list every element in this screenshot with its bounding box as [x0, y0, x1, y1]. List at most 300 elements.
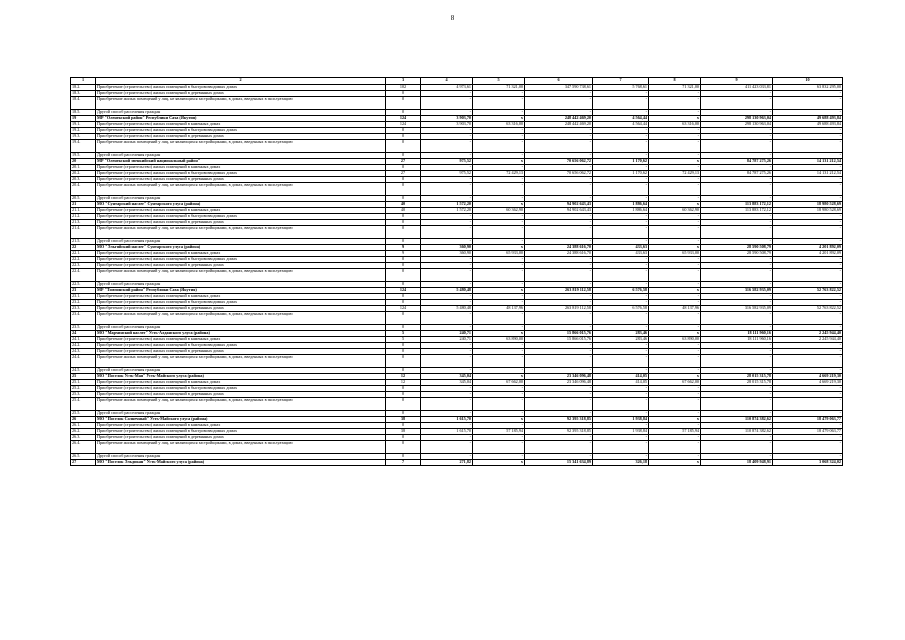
- table-cell: 52 763 822,52: [773, 306, 843, 312]
- table-cell: -: [473, 134, 525, 140]
- table-cell: Приобретение жилых помещений у лиц, не являющихся застройщиками, в домах, введенных в эксплуатацию: [96, 97, 386, 110]
- table-cell: -: [649, 423, 701, 429]
- table-cell: -: [593, 196, 649, 202]
- table-cell: 0: [386, 386, 421, 392]
- table-cell: -: [701, 343, 773, 349]
- table-cell: 5: [386, 331, 421, 337]
- table-cell: 0: [386, 263, 421, 269]
- table-cell: Другой способ расселения граждан: [96, 411, 386, 417]
- table-cell: x: [473, 288, 525, 294]
- table-cell: -: [421, 441, 473, 454]
- table-cell: -: [701, 386, 773, 392]
- table-cell: 72 429,13: [473, 171, 525, 177]
- table-cell: 124: [386, 116, 421, 122]
- table-cell: Приобретение жилых помещений у лиц, не являющихся застройщиками, в домах, введенных в эксплуатацию: [96, 269, 386, 282]
- table-cell: -: [701, 263, 773, 269]
- table-cell: МО "Поселок Эльдикан" Усть-Майского улуса (района): [96, 460, 386, 466]
- table-cell: 40: [386, 208, 421, 214]
- table-cell: 113 883 172,12: [701, 202, 773, 208]
- table-cell: 48 137,96: [649, 306, 701, 312]
- table-cell: 0: [386, 177, 421, 183]
- table-cell: 3 903,70: [421, 122, 473, 128]
- table-cell: -: [593, 398, 649, 411]
- table-cell: Приобретение (строительство) жилых помещений в деревянных домах: [96, 220, 386, 226]
- table-cell: -: [649, 386, 701, 392]
- table-cell: -: [525, 294, 593, 300]
- table-cell: -: [649, 220, 701, 226]
- table-cell: -: [593, 91, 649, 97]
- table-cell: -: [421, 110, 473, 116]
- table-cell: -: [525, 134, 593, 140]
- table-cell: 60 362,90: [473, 208, 525, 214]
- table-cell: Приобретение (строительство) жилых помещений в быстровозводимых домах: [96, 85, 386, 91]
- table-cell: -: [701, 349, 773, 355]
- table-cell: 4 564,44: [593, 116, 649, 122]
- table-cell: -: [525, 183, 593, 196]
- table-cell: x: [649, 460, 701, 466]
- table-cell: Другой способ расселения граждан: [96, 282, 386, 288]
- table-cell: 0: [386, 153, 421, 159]
- table-cell: Другой способ расселения граждан: [96, 196, 386, 202]
- table-cell: -: [773, 269, 843, 282]
- table-cell: -: [649, 269, 701, 282]
- table-cell: -: [421, 183, 473, 196]
- table-cell: -: [525, 454, 593, 460]
- table-cell: -: [473, 128, 525, 134]
- table-cell: -: [773, 368, 843, 374]
- table-cell: 248 442 469,20: [525, 122, 593, 128]
- table-cell: 9: [386, 251, 421, 257]
- table-cell: -: [593, 226, 649, 239]
- table-cell: 1 886,64: [593, 202, 649, 208]
- table-cell: 23 346 096,48: [525, 380, 593, 386]
- table-cell: -: [649, 355, 701, 368]
- table-cell: -: [701, 294, 773, 300]
- table-cell: -: [421, 312, 473, 325]
- table-cell: Приобретение (строительство) жилых помещений в деревянных домах: [96, 435, 386, 441]
- table-cell: 0: [386, 134, 421, 140]
- table-cell: 0: [386, 435, 421, 441]
- table-cell: -: [593, 282, 649, 288]
- table-cell: -: [421, 140, 473, 153]
- table-cell: 298 130 963,04: [701, 116, 773, 122]
- table-cell: -: [649, 368, 701, 374]
- table-cell: 1 615,70: [421, 417, 473, 423]
- table-cell: Приобретение (строительство) жилых помещений в деревянных домах: [96, 263, 386, 269]
- table-cell: 0: [386, 441, 421, 454]
- table-cell: 0: [386, 398, 421, 411]
- table-cell: -: [701, 177, 773, 183]
- table-cell: 22.4.: [71, 269, 96, 282]
- table-cell: 0: [386, 140, 421, 153]
- table-cell: -: [473, 386, 525, 392]
- table-cell: -: [649, 239, 701, 245]
- table-cell: -: [773, 153, 843, 159]
- table-cell: -: [473, 300, 525, 306]
- table-cell: -: [525, 435, 593, 441]
- table-cell: 23.1.: [71, 294, 96, 300]
- table-cell: -: [773, 226, 843, 239]
- table-cell: 18 980 528,69: [773, 202, 843, 208]
- table-cell: -: [649, 454, 701, 460]
- table-cell: Приобретение (строительство) жилых помещений в быстровозводимых домах: [96, 214, 386, 220]
- table-cell: 360,90: [421, 251, 473, 257]
- table-cell: 24 388 616,70: [525, 245, 593, 251]
- table-cell: 20.3.: [71, 177, 96, 183]
- table-cell: 4 669 219,30: [773, 374, 843, 380]
- resettlement-table: [70, 77, 843, 466]
- table-cell: 0: [386, 183, 421, 196]
- table-cell: -: [593, 177, 649, 183]
- table-cell: 1 615,70: [421, 429, 473, 435]
- table-cell: 0: [386, 325, 421, 331]
- table-cell: -: [421, 454, 473, 460]
- table-cell: -: [649, 282, 701, 288]
- table-cell: -: [473, 282, 525, 288]
- table-cell: 263 819 112,58: [525, 306, 593, 312]
- table-cell: 21.5.: [71, 239, 96, 245]
- table-cell: 5 480,48: [421, 306, 473, 312]
- table-cell: -: [473, 91, 525, 97]
- table-cell: -: [473, 454, 525, 460]
- table-cell: 18.2.: [71, 85, 96, 91]
- table-cell: 94 902 643,43: [525, 208, 593, 214]
- table-cell: 15 866 015,76: [525, 331, 593, 337]
- table-cell: 19.1.: [71, 122, 96, 128]
- table-cell: -: [593, 411, 649, 417]
- table-cell: -: [701, 257, 773, 263]
- table-cell: 1 572,20: [421, 202, 473, 208]
- table-cell: -: [649, 226, 701, 239]
- table-cell: 345,04: [421, 374, 473, 380]
- table-cell: 316 582 935,09: [701, 288, 773, 294]
- table-cell: 57 185,94: [473, 429, 525, 435]
- table-cell: Приобретение (строительство) жилых помещений в каменных домах: [96, 423, 386, 429]
- table-cell: МО "Эльгяйский наслег" Сунтарского улуса (района): [96, 245, 386, 251]
- table-cell: -: [701, 196, 773, 202]
- table-cell: -: [525, 398, 593, 411]
- table-cell: 414,05: [593, 380, 649, 386]
- table-cell: -: [773, 214, 843, 220]
- table-cell: -: [593, 435, 649, 441]
- table-cell: 25.3.: [71, 392, 96, 398]
- table-cell: 263 819 112,58: [525, 288, 593, 294]
- table-cell: -: [701, 220, 773, 226]
- table-cell: -: [649, 263, 701, 269]
- table-cell: 28 015 315,78: [701, 380, 773, 386]
- table-cell: -: [525, 214, 593, 220]
- table-cell: 26.5.: [71, 454, 96, 460]
- table-cell: -: [421, 343, 473, 349]
- table-cell: 24.5.: [71, 368, 96, 374]
- table-cell: 5: [386, 337, 421, 343]
- table-cell: МО "Поселок Солнечный" Усть-Майского улуса (района): [96, 417, 386, 423]
- table-cell: Приобретение жилых помещений у лиц, не являющихся застройщиками, в домах, введенных в эксплуатацию: [96, 441, 386, 454]
- table-cell: -: [701, 411, 773, 417]
- table-cell: 283,46: [593, 337, 649, 343]
- table-cell: МР "Томпонский район" Республики Саха (Якутия): [96, 288, 386, 294]
- table-cell: 0: [386, 312, 421, 325]
- table-cell: 65 933,00: [649, 251, 701, 257]
- table-cell: 0: [386, 226, 421, 239]
- table-cell: Приобретение (строительство) жилых помещений в каменных домах: [96, 208, 386, 214]
- table-cell: -: [473, 441, 525, 454]
- table-cell: -: [473, 435, 525, 441]
- table-cell: -: [649, 441, 701, 454]
- table-row: [71, 226, 843, 239]
- table-cell: -: [421, 392, 473, 398]
- table-cell: -: [701, 128, 773, 134]
- table-cell: 26.3.: [71, 435, 96, 441]
- table-cell: 326,18: [593, 460, 649, 466]
- table-cell: 52 763 822,52: [773, 288, 843, 294]
- table-cell: -: [525, 257, 593, 263]
- table-cell: 1 170,62: [593, 159, 649, 165]
- table-cell: -: [525, 140, 593, 153]
- table-cell: 18 479 063,77: [773, 429, 843, 435]
- table-cell: -: [473, 220, 525, 226]
- table-cell: 0: [386, 91, 421, 97]
- table-cell: 65 933,00: [473, 251, 525, 257]
- table-cell: x: [473, 331, 525, 337]
- table-cell: -: [649, 97, 701, 110]
- table-cell: Приобретение (строительство) жилых помещений в деревянных домах: [96, 349, 386, 355]
- table-cell: -: [701, 423, 773, 429]
- table-cell: -: [525, 355, 593, 368]
- table-cell: -: [701, 368, 773, 374]
- table-cell: 22.1.: [71, 251, 96, 257]
- table-cell: x: [473, 245, 525, 251]
- table-cell: -: [525, 165, 593, 171]
- table-cell: -: [421, 226, 473, 239]
- table-cell: Приобретение (строительство) жилых помещений в деревянных домах: [96, 392, 386, 398]
- table-cell: 24.3.: [71, 349, 96, 355]
- table-cell: 975,52: [421, 159, 473, 165]
- table-cell: 248 442 469,20: [525, 116, 593, 122]
- table-cell: 23: [71, 288, 96, 294]
- table-cell: -: [773, 110, 843, 116]
- table-cell: 25.1.: [71, 380, 96, 386]
- table-cell: -: [701, 97, 773, 110]
- table-cell: 28 590 508,79: [701, 251, 773, 257]
- table-cell: Приобретение (строительство) жилых помещений в каменных домах: [96, 337, 386, 343]
- table-cell: -: [593, 349, 649, 355]
- table-cell: -: [421, 214, 473, 220]
- table-cell: Приобретение жилых помещений у лиц, не являющихся застройщиками, в домах, введенных в эксплуатацию: [96, 140, 386, 153]
- table-cell: -: [701, 441, 773, 454]
- table-cell: Приобретение (строительство) жилых помещений в каменных домах: [96, 380, 386, 386]
- table-cell: -: [421, 349, 473, 355]
- table-cell: 360,90: [421, 245, 473, 251]
- table-cell: -: [421, 128, 473, 134]
- table-cell: -: [773, 220, 843, 226]
- table-cell: 2 245 944,40: [773, 337, 843, 343]
- table-cell: -: [473, 239, 525, 245]
- table-cell: МО "Сунтарский наслег" Сунтарского улуса (района): [96, 202, 386, 208]
- table-cell: -: [421, 294, 473, 300]
- table-cell: 0: [386, 343, 421, 349]
- table-cell: 22.5.: [71, 282, 96, 288]
- table-cell: -: [773, 263, 843, 269]
- table-cell: -: [473, 392, 525, 398]
- table-cell: -: [701, 214, 773, 220]
- table-cell: 0: [386, 196, 421, 202]
- table-cell: x: [649, 202, 701, 208]
- table-cell: -: [649, 177, 701, 183]
- table-cell: x: [649, 374, 701, 380]
- table-cell: 0: [386, 97, 421, 110]
- table-cell: -: [701, 398, 773, 411]
- table-cell: x: [649, 245, 701, 251]
- table-row: [71, 269, 843, 282]
- table-cell: x: [473, 417, 525, 423]
- table-cell: 26.4.: [71, 441, 96, 454]
- table-cell: -: [473, 257, 525, 263]
- table-cell: -: [421, 368, 473, 374]
- table-cell: x: [473, 374, 525, 380]
- table-cell: 21.4.: [71, 226, 96, 239]
- table-cell: -: [525, 325, 593, 331]
- table-cell: -: [525, 392, 593, 398]
- table-cell: -: [773, 349, 843, 355]
- table-cell: -: [593, 257, 649, 263]
- table-cell: Приобретение (строительство) жилых помещений в каменных домах: [96, 122, 386, 128]
- column-header: 9: [701, 78, 773, 85]
- table-cell: -: [525, 226, 593, 239]
- table-cell: 92 395 318,85: [525, 429, 593, 435]
- table-cell: 14 131 212,54: [773, 159, 843, 165]
- table-cell: -: [701, 183, 773, 196]
- table-cell: 271,82: [421, 460, 473, 466]
- table-cell: -: [649, 183, 701, 196]
- table-cell: -: [773, 183, 843, 196]
- table-cell: -: [773, 386, 843, 392]
- table-cell: 0: [386, 349, 421, 355]
- table-cell: -: [649, 312, 701, 325]
- table-cell: Приобретение жилых помещений у лиц, не являющихся застройщиками, в домах, введенных в эксплуатацию: [96, 355, 386, 368]
- table-cell: Приобретение (строительство) жилых помещений в каменных домах: [96, 294, 386, 300]
- table-cell: -: [773, 294, 843, 300]
- table-cell: 20.5.: [71, 196, 96, 202]
- table-cell: 19.3.: [71, 134, 96, 140]
- table-cell: -: [525, 97, 593, 110]
- table-cell: -: [525, 423, 593, 429]
- table-cell: 22.3.: [71, 263, 96, 269]
- table-cell: 67 662,00: [649, 380, 701, 386]
- table-cell: 22: [71, 245, 96, 251]
- table-cell: -: [649, 435, 701, 441]
- table-cell: -: [773, 312, 843, 325]
- table-cell: 0: [386, 257, 421, 263]
- table-row: [71, 355, 843, 368]
- table-cell: 7: [386, 460, 421, 466]
- table-cell: 9: [386, 245, 421, 251]
- table-cell: 38: [386, 429, 421, 435]
- table-cell: -: [649, 196, 701, 202]
- table-cell: 49 688 493,84: [773, 122, 843, 128]
- table-cell: МО "Поселок Усть-Мая" Усть-Майского улуса (района): [96, 374, 386, 380]
- table-cell: -: [649, 165, 701, 171]
- table-cell: x: [649, 116, 701, 122]
- table-cell: 63 832 295,00: [773, 85, 843, 91]
- table-cell: 4 201 892,09: [773, 245, 843, 251]
- table-cell: 18 111 960,16: [701, 331, 773, 337]
- table-cell: 124: [386, 288, 421, 294]
- table-cell: -: [473, 110, 525, 116]
- table-cell: 24.1.: [71, 337, 96, 343]
- table-cell: 70 656 062,72: [525, 159, 593, 165]
- table-cell: 63 890,00: [649, 337, 701, 343]
- table-cell: 1 170,62: [593, 171, 649, 177]
- table-cell: -: [525, 220, 593, 226]
- table-cell: 0: [386, 269, 421, 282]
- table-cell: 23.4.: [71, 312, 96, 325]
- table-cell: 411 423 033,81: [701, 85, 773, 91]
- table-cell: 25.5.: [71, 411, 96, 417]
- table-cell: -: [525, 349, 593, 355]
- table-cell: -: [649, 110, 701, 116]
- table-cell: -: [649, 214, 701, 220]
- municipality-row: [71, 460, 843, 466]
- table-cell: 63 890,00: [473, 337, 525, 343]
- table-cell: 72 429,13: [649, 171, 701, 177]
- table-cell: 27: [386, 159, 421, 165]
- table-cell: 18.3.: [71, 91, 96, 97]
- table-cell: -: [593, 325, 649, 331]
- table-cell: МР "Оленекский эвенкийский национальный район": [96, 159, 386, 165]
- table-cell: 23.3.: [71, 306, 96, 312]
- table-cell: -: [649, 128, 701, 134]
- table-cell: -: [773, 257, 843, 263]
- table-cell: -: [773, 282, 843, 288]
- table-cell: -: [701, 153, 773, 159]
- table-cell: -: [701, 435, 773, 441]
- table-cell: 84 787 275,26: [701, 159, 773, 165]
- table-cell: 0: [386, 165, 421, 171]
- table-cell: -: [649, 398, 701, 411]
- table-row: [71, 97, 843, 110]
- table-cell: x: [649, 331, 701, 337]
- table-cell: 24: [71, 331, 96, 337]
- table-cell: 60 362,90: [649, 208, 701, 214]
- table-cell: 4 564,44: [593, 122, 649, 128]
- table-cell: 414,05: [593, 374, 649, 380]
- table-cell: -: [473, 349, 525, 355]
- table-cell: -: [773, 411, 843, 417]
- table-cell: Приобретение жилых помещений у лиц, не являющихся застройщиками, в домах, введенных в эксплуатацию: [96, 312, 386, 325]
- table-cell: -: [649, 325, 701, 331]
- table-cell: -: [649, 349, 701, 355]
- table-cell: -: [701, 312, 773, 325]
- table-cell: -: [593, 454, 649, 460]
- table-cell: -: [649, 300, 701, 306]
- table-cell: 63 316,00: [649, 122, 701, 128]
- table-cell: 24.4.: [71, 355, 96, 368]
- table-cell: -: [473, 196, 525, 202]
- table-cell: 23.2.: [71, 300, 96, 306]
- table-cell: 0: [386, 282, 421, 288]
- table-cell: -: [701, 325, 773, 331]
- table-cell: x: [473, 159, 525, 165]
- table-cell: -: [773, 355, 843, 368]
- table-cell: -: [649, 91, 701, 97]
- table-cell: 6 576,58: [593, 306, 649, 312]
- table-cell: -: [701, 134, 773, 140]
- table-cell: -: [701, 165, 773, 171]
- table-cell: 433,63: [593, 245, 649, 251]
- table-row: [71, 140, 843, 153]
- table-cell: 20.2.: [71, 171, 96, 177]
